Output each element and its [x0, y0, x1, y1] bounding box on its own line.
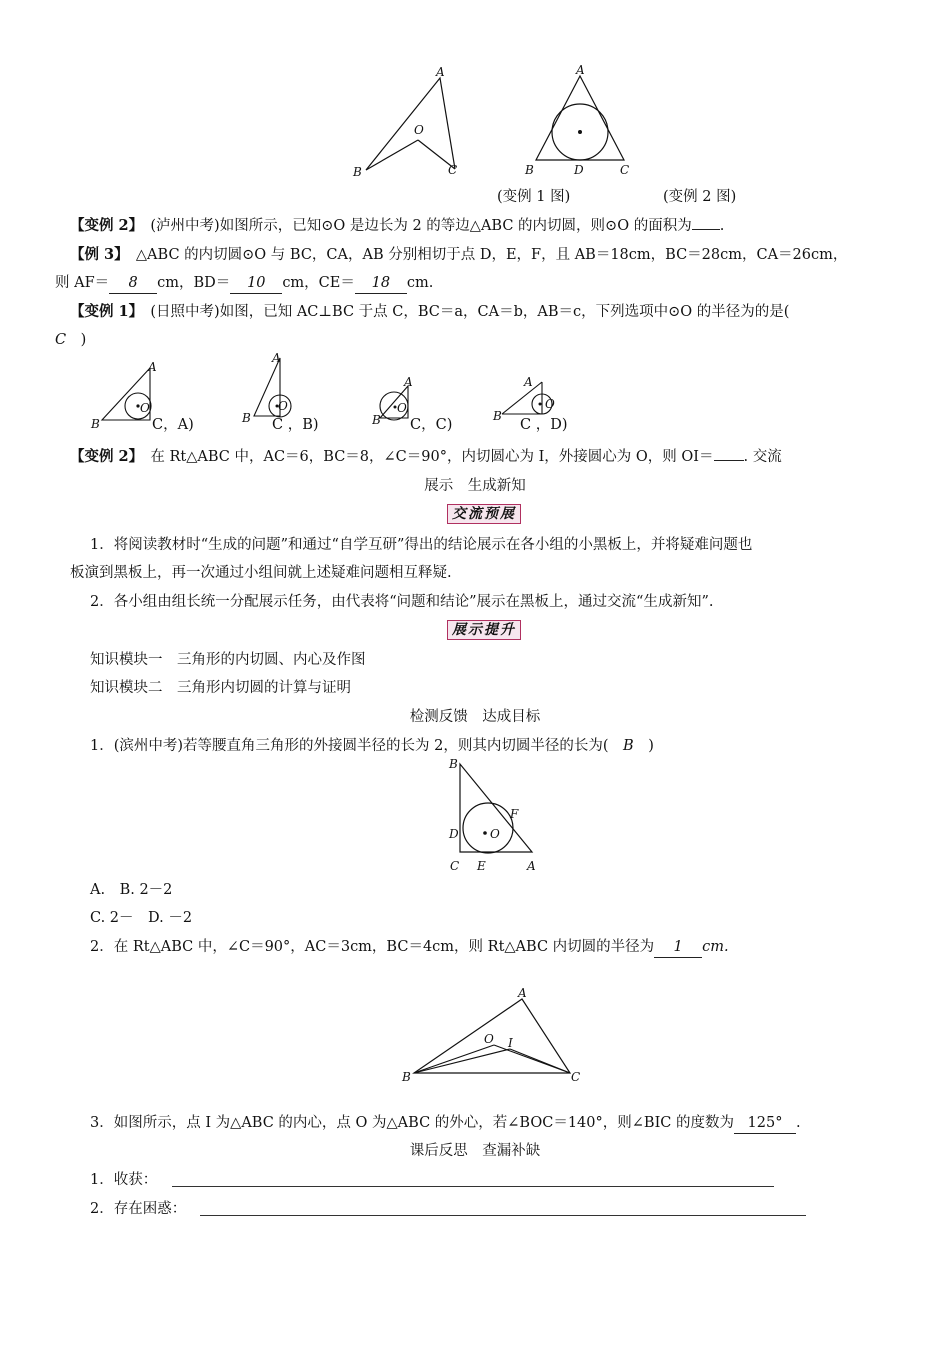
paragraph-2: 2．各小组由组长统一分配展示任务，由代表将“问题和结论”展示在黑板上，通过交流“生成新知”.: [90, 594, 714, 610]
svg-text:A: A: [524, 375, 533, 389]
harvest-input[interactable]: [172, 1186, 774, 1187]
figure-question-1: [440, 756, 550, 876]
svg-text:B: B: [353, 165, 362, 179]
svg-text:D: D: [449, 827, 459, 841]
knowledge-module-1: 知识模块一 三角形的内切圆、内心及作图: [90, 652, 366, 668]
figure-var1: [350, 62, 465, 182]
svg-text:C: C: [450, 859, 460, 873]
svg-text:F: F: [510, 807, 519, 821]
question-3: 3．如图所示，点 I 为△ABC 的内心，点 O 为△ABC 的外心，若∠BOC＝140°，则∠BIC 的度数为 125° .: [90, 1113, 801, 1134]
option-label-d: C ，D): [520, 417, 568, 433]
svg-text:B: B: [449, 757, 458, 771]
question-1-options-cd: C. 2－ D. －2: [90, 910, 193, 926]
badge-exchange: 交流预展: [447, 504, 521, 524]
svg-text:B: B: [372, 413, 381, 427]
svg-text:B: B: [242, 411, 251, 425]
svg-text:B: B: [91, 417, 100, 431]
figure-caption-1: (变例 1 图): [497, 189, 571, 205]
confusion-label: 2．存在困惑：: [90, 1201, 187, 1217]
svg-text:A: A: [404, 375, 413, 389]
svg-text:O: O: [484, 1032, 494, 1046]
question-1-options-ab: A. B. 2－2: [90, 882, 173, 898]
badge-show: 展示提升: [447, 620, 521, 640]
paragraph-1-line-2: 板演到黑板上，再一次通过小组间就上述疑难问题相互释疑.: [70, 565, 452, 581]
svg-text:O: O: [140, 401, 150, 415]
svg-text:A: A: [527, 859, 536, 873]
svg-text:O: O: [278, 399, 288, 413]
variant-1-question: 【变例 1】 (日照中考)如图，已知 AC⊥BC 于点 C，BC＝a，CA＝b，AB＝c，下列选项中⊙O 的半径为的是(: [70, 303, 790, 320]
figure-question-3: [400, 985, 590, 1085]
section-show-new: 展示 生成新知: [424, 478, 526, 494]
svg-text:A: A: [518, 986, 527, 1000]
knowledge-module-2: 知识模块二 三角形内切圆的计算与证明: [90, 680, 351, 696]
option-label-c: C，C): [410, 417, 453, 433]
svg-text:A: A: [148, 360, 157, 374]
svg-text:O: O: [397, 401, 407, 415]
harvest-label: 1．收获：: [90, 1172, 158, 1188]
svg-text:I: I: [508, 1036, 513, 1050]
figure-caption-2: (变例 2 图): [663, 189, 737, 205]
svg-text:B: B: [525, 163, 534, 177]
variant-2b-question: 【变例 2】 在 Rt△ABC 中，AC＝6，BC＝8，∠C＝90°，内切圆心为 I，外接圆心为 O，则 OI＝ . 交流: [70, 448, 782, 465]
variant-2-question: 【变例 2】 (泸州中考)如图所示，已知⊙O 是边长为 2 的等边△ABC 的内切圆，则⊙O 的面积为 .: [70, 217, 725, 234]
example-3-question: 【例 3】 △ABC 的内切圆⊙O 与 BC，CA，AB 分别相切于点 D，E，F，且 AB＝18cm，BC＝28cm，CA＝26cm，: [70, 246, 848, 263]
svg-text:A: A: [436, 65, 445, 79]
variant-1-answer: C ): [55, 332, 87, 348]
svg-text:C: C: [571, 1070, 581, 1084]
svg-text:O: O: [490, 827, 500, 841]
question-1: 1．(滨州中考)若等腰直角三角形的外接圆半径的长为 2，则其内切圆半径的长为( B ): [90, 738, 654, 754]
svg-text:B: B: [493, 409, 502, 423]
svg-text:A: A: [272, 351, 281, 365]
option-label-b: C ，B): [272, 417, 319, 433]
svg-text:C: C: [620, 163, 630, 177]
svg-text:O: O: [414, 123, 424, 137]
svg-text:O: O: [545, 397, 555, 411]
paragraph-1-line-1: 1．将阅读教材时“生成的问题”和通过“自学互研”得出的结论展示在各小组的小黑板上，并将疑难问题也: [90, 537, 753, 553]
section-reflect: 课后反思 查漏补缺: [409, 1143, 541, 1159]
section-check: 检测反馈 达成目标: [409, 709, 541, 725]
svg-text:A: A: [576, 63, 585, 77]
svg-text:C: C: [448, 163, 458, 177]
confusion-input[interactable]: [200, 1215, 806, 1216]
svg-text:E: E: [477, 859, 486, 873]
option-label-a: C，A): [152, 417, 194, 433]
figure-var2: [520, 62, 640, 182]
svg-text:D: D: [574, 163, 584, 177]
question-2: 2．在 Rt△ABC 中，∠C＝90°，AC＝3cm，BC＝4cm，则 Rt△ABC 内切圆的半径为 1 cm.: [90, 937, 729, 958]
example-3-answers: 则 AF＝ 8 cm，BD＝ 10 cm，CE＝ 18 cm.: [55, 273, 433, 294]
svg-text:B: B: [402, 1070, 411, 1084]
